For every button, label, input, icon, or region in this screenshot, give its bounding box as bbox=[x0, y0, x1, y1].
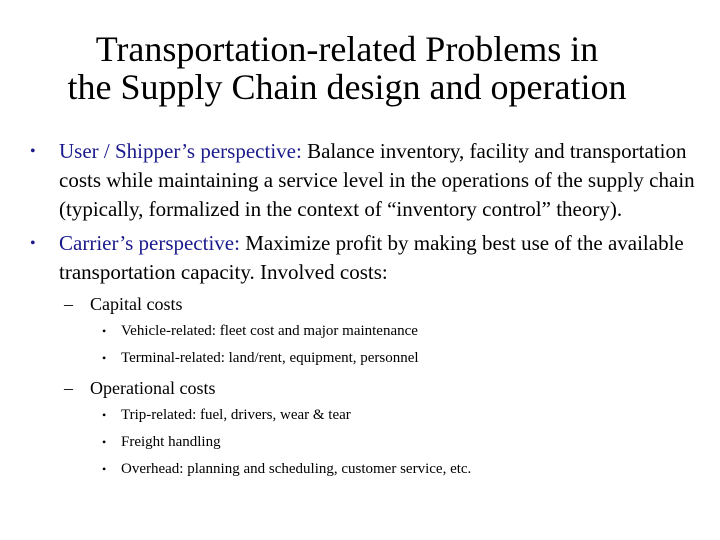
sub-bullet-marker: • bbox=[102, 351, 107, 365]
cost-item-text: Freight handling bbox=[121, 434, 221, 450]
bullet-lead: Carrier’s perspective: bbox=[59, 231, 240, 255]
bullet-marker: • bbox=[30, 143, 36, 160]
dash-marker: – bbox=[64, 378, 73, 398]
slide-title bbox=[0, 30, 694, 106]
sub-bullet-marker: • bbox=[102, 435, 107, 449]
bullet-text: Maximize profit by making best use of the available transportation capacity. Involved costs: bbox=[59, 231, 684, 284]
cost-item bbox=[30, 345, 700, 372]
sub-bullet-marker: • bbox=[102, 408, 107, 422]
cost-item-text: Terminal-related: land/rent, equipment, personnel bbox=[121, 350, 419, 366]
bullet-carrier-perspective bbox=[30, 229, 700, 287]
title-line-2: the Supply Chain design and operation bbox=[67, 67, 627, 107]
cost-item bbox=[30, 429, 700, 456]
cost-group-label: Capital costs bbox=[90, 294, 183, 314]
cost-item-text: Overhead: planning and scheduling, customer service, etc. bbox=[121, 461, 472, 477]
cost-item-text: Vehicle-related: fleet cost and major maintenance bbox=[121, 323, 418, 339]
sub-bullet-marker: • bbox=[102, 324, 107, 338]
cost-item bbox=[30, 318, 700, 345]
cost-group-label: Operational costs bbox=[90, 378, 216, 398]
bullet-text: Balance inventory, facility and transportation costs while maintaining a service level in the operations of the supply chain (typically, formalized in the context of “inventory control” theory). bbox=[59, 139, 695, 221]
sub-bullet-marker: • bbox=[102, 462, 107, 476]
dash-marker: – bbox=[64, 294, 73, 314]
bullet-list bbox=[30, 137, 700, 483]
cost-item bbox=[30, 456, 700, 483]
title-line-1: Transportation-related Problems in bbox=[95, 29, 599, 69]
bullet-shipper-perspective bbox=[30, 137, 700, 224]
cost-item bbox=[30, 402, 700, 429]
bullet-lead: User / Shipper’s perspective: bbox=[59, 139, 302, 163]
operational-costs-heading bbox=[30, 376, 700, 400]
cost-item-text: Trip-related: fuel, drivers, wear & tear bbox=[121, 407, 351, 423]
capital-costs-heading bbox=[30, 292, 700, 316]
bullet-marker: • bbox=[30, 235, 36, 252]
